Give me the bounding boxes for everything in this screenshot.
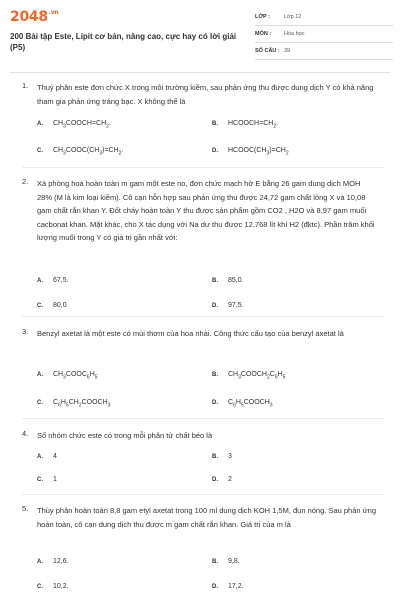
option-letter: B. [212,372,218,378]
option-text: $CH_3COOCH=CH_2$. [53,120,111,130]
header [0,0,400,68]
option-c[interactable] [37,583,69,590]
logo-suffix: .vn [48,9,59,16]
document-title: 200 Bài tập Este, Lipit cơ bản, nâng cao, cực hay có lời giải (P5) [10,32,237,52]
option-a[interactable] [37,120,111,129]
option-b[interactable] [212,371,285,380]
option-letter: A. [37,121,43,127]
meta-key: MÔN : [255,31,272,37]
option-letter: C. [37,400,43,406]
option-b[interactable] [212,453,232,460]
option-letter: C. [37,303,43,309]
question-text: Thuỷ phân este đơn chức X trong môi trường kiềm, sau phản ứng thu được dung dịch Y có khả năng tham gia phản ứng tráng bạc. X không thể là [37,83,374,106]
option-c[interactable] [37,399,110,408]
option-b[interactable] [212,120,278,129]
option-letter: B. [212,121,218,127]
option-text: 1 [53,476,57,483]
option-letter: C. [37,584,43,590]
question-number: 2. [22,177,29,186]
option-letter: D. [212,303,218,309]
option-a[interactable] [37,371,98,380]
option-letter: D. [212,477,218,483]
option-text: 9,8. [228,558,240,565]
meta-key: SỐ CÂU : [255,48,280,54]
option-d[interactable] [212,583,244,590]
option-letter: A. [37,559,43,565]
option-text: $CH_3COOCH_2C_6H_5$ [228,371,286,381]
question-divider [22,494,384,495]
header-divider [10,72,390,73]
question-number: 4. [22,429,29,438]
option-b[interactable] [212,277,244,284]
option-d[interactable] [212,147,289,156]
option-text: 97,5. [228,302,244,309]
question-number: 3. [22,327,29,336]
question-divider [22,316,384,317]
question-text: Số nhóm chức este có trong mỗi phân tử chất béo là [37,431,213,440]
option-text: 2 [228,476,232,483]
option-c[interactable] [37,147,123,156]
option-text: 12,6. [53,558,69,565]
option-text: 3 [228,453,232,460]
question-number: 5. [22,504,29,513]
option-c[interactable] [37,302,67,309]
option-text: 10,2. [53,583,69,590]
meta-row-class [255,12,393,26]
option-d[interactable] [212,302,244,309]
question-text: Benzyl axetat là một este có mùi thơm của hoa nhài. Công thức cấu tạo của benzyl axetat là [37,329,344,338]
option-letter: A. [37,454,43,460]
site-logo[interactable] [10,9,58,25]
option-letter: B. [212,454,218,460]
question-text: Xà phòng hoá hoàn toàn m gam một este no, đơn chức mạch hở E bằng 26 gam dung dịch MOH 28% (M là kim loại kiềm). Cô cạn hỗn hợp sau phản ứng thu được 24,72 gam chất lỏng X và 10,08 gam chất rắn khan Y. Đốt cháy hoàn toàn Y thu được sản phẩm gồm CO2 , H2O và 8,97 gam muối cacbonat khan. Mặt khác, cho X tác dụng với Na dư thu được 12,768 lít khí H2 (đktc). Phần trăm khối lượng muối trong Y có giá trị gần nhất với: [37,179,375,242]
question-text: Thủy phân hoàn toàn 8,8 gam etyl axetat trong 100 ml dung dịch KOH 1,5M, đun nóng. Sau phản ứng hoàn toàn, cô cạn dung dịch thu được m gam chất rắn khan. Giá trị của m là [37,506,376,529]
option-text: $CH_3COOC(CH_3)=CH_2$. [53,147,124,157]
option-c[interactable] [37,476,57,483]
option-text: 4 [53,453,57,460]
option-a[interactable] [37,558,69,565]
option-text: $CH_3COOC_6H_5$ [53,371,98,381]
meta-row-subject [255,29,393,43]
option-text: $HCOOCH=CH_2$. [228,120,279,130]
option-letter: B. [212,278,218,284]
option-letter: C. [37,148,43,154]
option-a[interactable] [37,277,69,284]
logo-text: 2048 [10,9,48,25]
meta-info [255,12,393,63]
meta-value: 39 [284,48,291,54]
option-letter: D. [212,400,218,406]
option-letter: D. [212,148,218,154]
option-text: 17,2. [228,583,244,590]
option-letter: A. [37,278,43,284]
option-text: $C_6H_5CH_2COOCH_3$ [53,399,111,409]
meta-value: Hóa học [284,31,305,37]
option-text: $HCOOC(CH_3)=CH_2$ [228,147,289,157]
option-d[interactable] [212,476,232,483]
option-letter: A. [37,372,43,378]
option-text: $C_6H_5COOCH_3$ [228,399,273,409]
question-divider [22,418,384,419]
question-number: 1. [22,81,29,90]
meta-key: LỚP : [255,14,270,20]
question-divider [22,167,384,168]
option-letter: C. [37,477,43,483]
option-text: 80,0 [53,302,67,309]
option-text: 67,5. [53,277,69,284]
option-a[interactable] [37,453,57,460]
meta-row-count [255,46,393,60]
option-letter: D. [212,584,218,590]
option-b[interactable] [212,558,240,565]
meta-value: Lớp 12 [284,14,302,20]
option-letter: B. [212,559,218,565]
option-text: 85,0. [228,277,244,284]
option-d[interactable] [212,399,273,408]
